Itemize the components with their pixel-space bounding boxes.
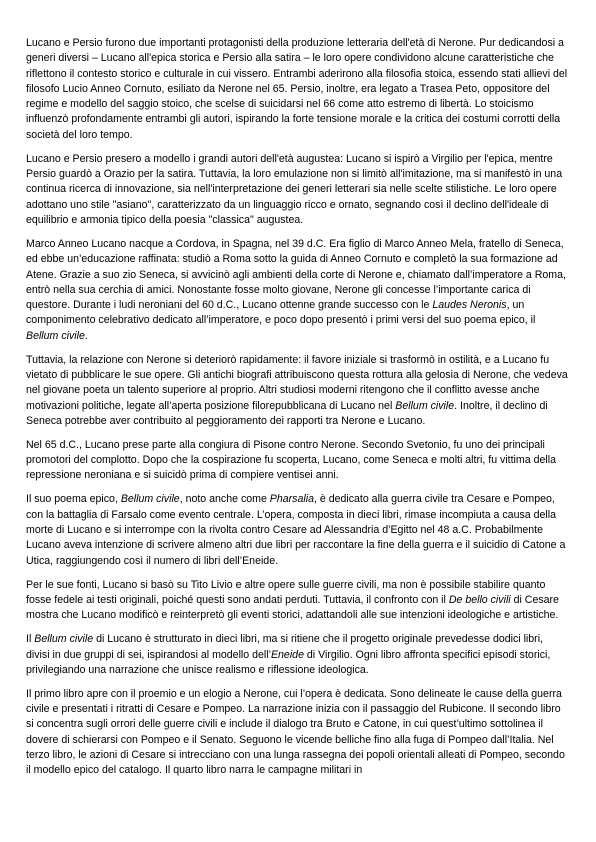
paragraph-text: . Inoltre, il declino di Seneca potrebbe aver contribuito al peggioramento dei rapporti tra Nerone e Lucano.	[26, 399, 548, 427]
work-title-bellum-civile: Bellum civile	[120, 493, 180, 506]
paragraph-text: Il primo libro apre con il proemio e un elogio a Nerone, cui l’opera è dedicata. Sono delineate le cause della guerra civile e presentati i ritratti di Cesare e Pompeo. La narrazione inizia con il passaggio del Rubicone. Il secondo libro si concentra sugli orrori delle guerre civili e include il dialogo tra Bruto e Catone, in cui quest’ultimo sottolinea il dovere di schierarsi con Pompeo e il Senato. Seguono le vicende belliche fino alla fuga di Pompeo dall’Italia. Nel terzo libro, le azioni di Cesare si intrecciano con una lunga rassegna dei popoli orientali alleati di Pompeo, secondo il modello epico del catalogo. Il quarto libro narra le campagne militari in	[26, 687, 565, 777]
paragraph-text: di Virgilio. Ogni libro affronta specifici episodi storici, privilegiando una narrazione che unisce realismo e riflessione ideologica.	[26, 648, 551, 676]
paragraph-text: Lucano e Persio furono due importanti protagonisti della produzione letteraria dell'età di Nerone. Pur dedicandosi a generi diversi – Lucano all'epica storica e Persio alla satira – le loro opere condividono alcune caratteristiche che riflettono il contesto storico e culturale in cui vissero. Entrambi aderirono alla filosofia stoica, essendo stati allievi del filosofo Lucio Anneo Cornuto, esiliato da Nerone nel 65. Persio, inoltre, era legato a Trasea Peto, oppositore del regime e modello del saggio stoico, che scelse di suicidarsi nel 66 come atto estremo di libertà. Lo stoicismo influenzò profondamente entrambi gli autori, ispirando la forte tensione morale e la critica dei costumi corrotti della società del loro tempo.	[26, 37, 568, 141]
work-title-bellum-civile: Bellum civile	[395, 399, 455, 412]
work-title-bellum-civile: Bellum civile	[26, 329, 85, 342]
paragraph-relationship-with-nerone	[26, 353, 568, 429]
paragraph-text: Per le sue fonti, Lucano si basò su Tito Livio e altre opere sulle guerre civili, ma non è possibile stabilire quanto fosse fedele ai testi originali, poiché questi sono andati perduti. Tuttavia, il confronto con il	[26, 578, 546, 606]
paragraph-text: Il suo poema epico,	[26, 493, 121, 506]
work-title-laudes-neronis: Laudes Neronis	[432, 299, 507, 312]
paragraph-sources	[26, 578, 568, 624]
work-title-bellum-civile: Bellum civile	[34, 633, 94, 646]
paragraph-text: .	[84, 329, 88, 342]
paragraph-text: , un componimento celebrativo dedicato all’imperatore, e poco dopo presentò i primi versi del suo poema epico, il	[26, 299, 536, 327]
work-title-eneide: Eneide	[270, 648, 304, 661]
paragraph-book-summaries	[26, 687, 568, 779]
work-title-de-bello-civili: De bello civili	[448, 593, 511, 606]
paragraph-lucano-biography	[26, 237, 568, 344]
document-page	[26, 36, 568, 787]
paragraph-text: , noto anche come	[179, 493, 270, 506]
paragraph-text: Lucano e Persio presero a modello i grandi autori dell'età augustea: Lucano si ispirò a Virgilio per l'epica, mentre Persio guardò a Orazio per la satira. Tuttavia, la loro emulazione non si limitò all'imitazione, ma si manifestò in una continua ricerca di innovazione, sia nell'interpretazione dei generi letterari sia nelle scelte stilistiche. Le loro opere adottano uno stile "asiano", caratterizzato da un linguaggio ricco e ornato, segnando così il declino dell'ideale di equilibrio e armonia tipico della poesia "classica" augustea.	[26, 152, 563, 226]
paragraph-augustan-models	[26, 152, 568, 228]
paragraph-text: , è dedicato alla guerra civile tra Cesare e Pompeo, con la battaglia di Farsalo come evento centrale. L’opera, composta in dieci libri, rimase incompiuta a causa della morte di Lucano e si interrompe con la rivolta contro Cesare ad Alessandria d’Egitto nel 48 a.C. Probabilmente Lucano aveva intenzione di scrivere almeno altri due libri per raccontare la fine della guerra e il suicidio di Catone a Utica, raggiungendo così il numero di libri dell’Eneide.	[26, 493, 566, 567]
paragraph-text: di Cesare mostra che Lucano modificò e reinterpretò gli eventi storici, adattandoli alle sue intenzioni ideologiche e artistiche.	[26, 593, 559, 622]
paragraph-text: Nel 65 d.C., Lucano prese parte alla congiura di Pisone contro Nerone. Secondo Svetonio, fu uno dei principali promotori del complotto. Dopo che la cospirazione fu scoperta, Lucano, come Seneca e molti altri, fu vittima della repressione neroniana e si suicidò prima di compiere ventisei anni.	[26, 438, 556, 482]
paragraph-text: di Lucano è strutturato in dieci libri, ma si ritiene che il progetto originale prevedesse dodici libri, divisi in due gruppi di sei, ispirandosi al modello dell’	[26, 633, 544, 661]
work-title-pharsalia: Pharsalia	[269, 493, 314, 506]
paragraph-epic-poem	[26, 492, 568, 568]
paragraph-text: Marco Anneo Lucano nacque a Cordova, in Spagna, nel 39 d.C. Era figlio di Marco Anneo Mela, fratello di Seneca, ed ebbe un’educazione raffinata: studiò a Roma sotto la guida di Anneo Cornuto e completò la sua formazione ad Atene. Grazie a suo zio Seneca, si avvicinò agli ambienti della corte di Nerone e, chiamato dall’imperatore a Roma, entrò nella sua cerchia di amici. Nonostante fosse molto giovane, Nerone gli concesse l’importante carica di questore. Durante i ludi neroniani del 60 d.C., Lucano ottenne grande successo con le	[26, 237, 566, 312]
paragraph-text: Tuttavia, la relazione con Nerone si deteriorò rapidamente: il favore iniziale si trasformò in ostilità, e a Lucano fu vietato di pubblicare le sue opere. Gli antichi biografi attribuiscono questa rottura alla gelosia di Nerone, che vedeva nel giovane poeta un talento superiore al proprio. Altri studiosi moderni ritengono che il conflitto avesse anche motivazioni politiche, legate all’aperta posizione filorepubblicana di Lucano nel	[26, 353, 568, 412]
paragraph-structure	[26, 632, 568, 678]
paragraph-pisone-conspiracy	[26, 438, 568, 484]
paragraph-text: Il	[26, 633, 35, 646]
paragraph-intro-lucano-persio	[26, 36, 568, 143]
